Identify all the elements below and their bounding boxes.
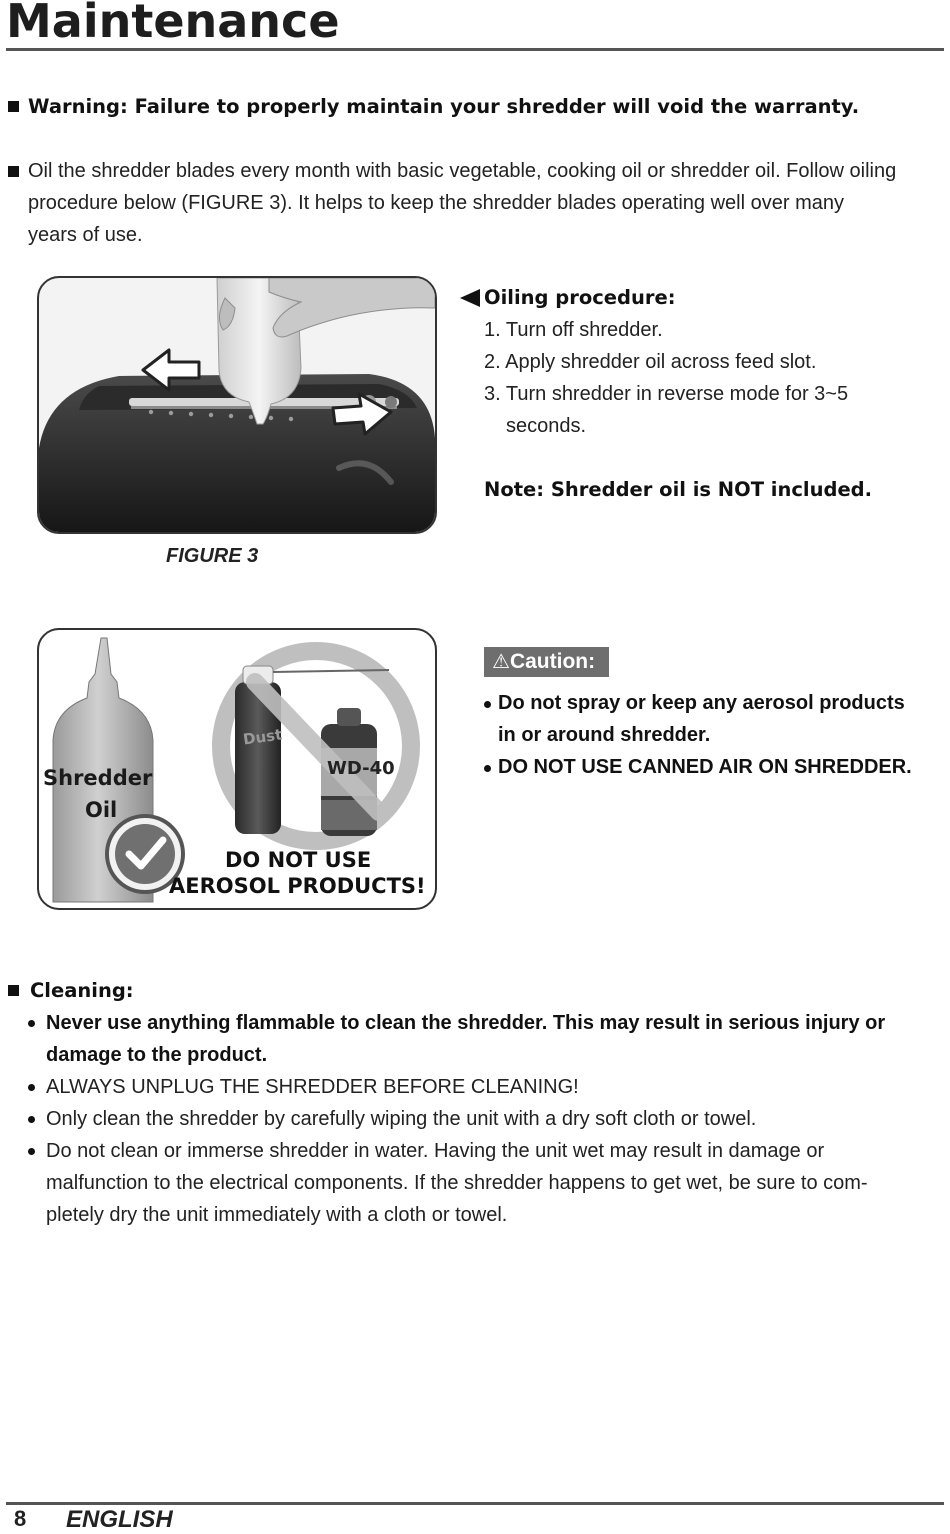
cleaning-bullet-2: ALWAYS UNPLUG THE SHREDDER BEFORE CLEANING!: [46, 1076, 579, 1098]
footer-language: ENGLISH: [66, 1506, 173, 1533]
cleaning-bullet-3: Only clean the shredder by carefully wiping the unit with a dry soft cloth or towel.: [46, 1108, 757, 1130]
bullet-dot-icon: [484, 765, 491, 772]
header-divider: [6, 48, 944, 51]
bullet-dot-icon: [28, 1148, 35, 1155]
aerosol-products-label: AEROSOL PRODUCTS!: [169, 874, 426, 898]
wd40-can-label: WD-40: [327, 758, 395, 779]
cleaning-bullet-4-line-3: pletely dry the unit immediately with a cloth or towel.: [46, 1204, 508, 1226]
caution-line-3: DO NOT USE CANNED AIR ON SHREDDER.: [498, 756, 912, 778]
caution-badge: [484, 647, 609, 677]
figure-3-image: [37, 276, 437, 534]
warning-triangle-icon: ⚠: [492, 651, 510, 673]
page-title: Maintenance: [6, 0, 340, 48]
dust-can-label: Dust: [241, 725, 284, 749]
pointer-arrow-icon: [460, 289, 480, 307]
shredder-oil-label-2: Oil: [85, 798, 118, 822]
oil-intro-line-1: Oil the shredder blades every month with basic vegetable, cooking oil or shredder oil. Follow oiling: [28, 160, 897, 182]
square-bullet-icon: [8, 101, 19, 112]
oil-intro-line-3: years of use.: [28, 224, 143, 246]
oil-not-included-note: Note: Shredder oil is NOT included.: [484, 478, 873, 501]
cleaning-heading: Cleaning:: [30, 979, 134, 1002]
caution-label: Caution:: [509, 650, 596, 673]
bullet-dot-icon: [484, 701, 491, 708]
square-bullet-icon: [8, 166, 19, 177]
footer-divider: [6, 1502, 944, 1505]
cleaning-bullet-4-line-1: Do not clean or immerse shredder in water. Having the unit wet may result in damage or: [46, 1140, 825, 1162]
cleaning-bullet-4-line-2: malfunction to the electrical components. If the shredder happens to get wet, be sure to com-: [46, 1172, 868, 1194]
oil-intro-line-2: procedure below (FIGURE 3). It helps to keep the shredder blades operating well over many: [28, 192, 844, 214]
warranty-warning: Warning: Failure to properly maintain your shredder will void the warranty.: [28, 95, 860, 118]
oiling-heading: Oiling procedure:: [484, 286, 676, 309]
bullet-dot-icon: [28, 1084, 35, 1091]
oiling-step-2: 2. Apply shredder oil across feed slot.: [484, 351, 817, 373]
do-not-use-label: DO NOT USE: [225, 848, 372, 872]
caution-line-2: in or around shredder.: [498, 724, 711, 746]
oil-vs-aerosol-image: [37, 628, 437, 910]
bullet-dot-icon: [28, 1116, 35, 1123]
shredder-oil-label-1: Shredder: [43, 766, 153, 790]
figure-3-caption: FIGURE 3: [166, 545, 259, 567]
cleaning-bullet-1-line-2: damage to the product.: [46, 1044, 268, 1066]
page-number: 8: [14, 1506, 27, 1531]
cleaning-bullet-1-line-1: Never use anything flammable to clean the shredder. This may result in serious injury or: [46, 1012, 886, 1034]
bullet-dot-icon: [28, 1020, 35, 1027]
oiling-step-3: 3. Turn shredder in reverse mode for 3~5: [484, 383, 849, 405]
shredder-oiling-illustration: [39, 278, 435, 532]
oiling-step-3-cont: seconds.: [506, 415, 587, 437]
caution-line-1: Do not spray or keep any aerosol products: [498, 692, 905, 714]
square-bullet-icon: [8, 985, 19, 996]
oiling-step-1: 1. Turn off shredder.: [484, 319, 663, 341]
